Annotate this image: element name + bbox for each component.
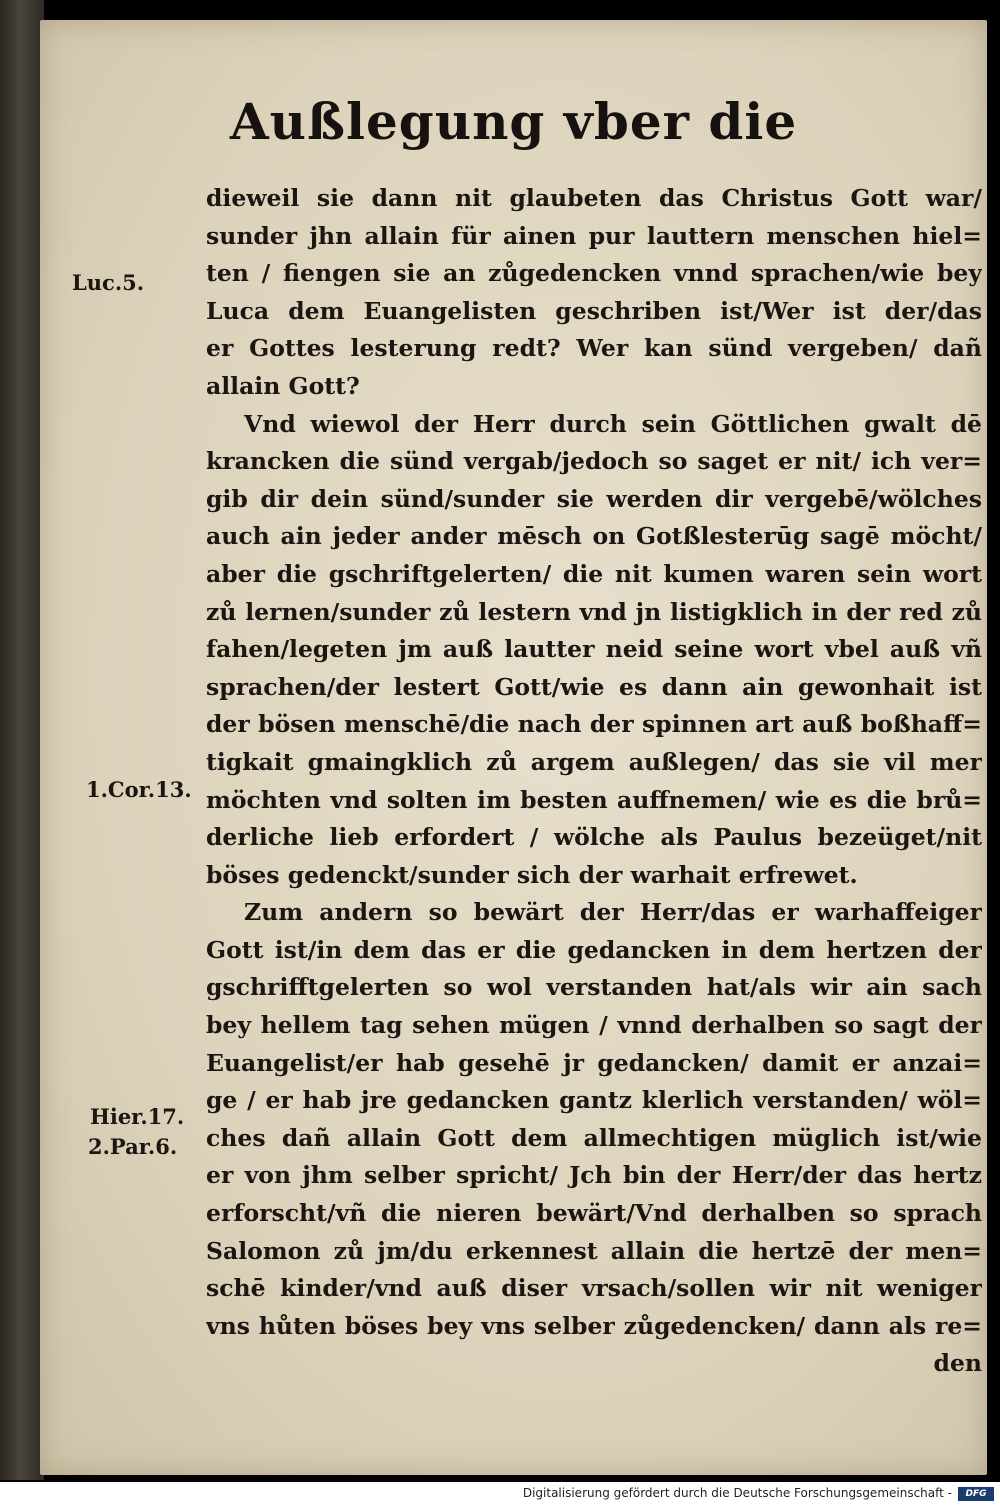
text-line: Luca dem Euangelisten geschriben ist/Wer ist der/das [206, 296, 982, 325]
funding-credit: Digitalisierung gefördert durch die Deutsche Forschungsgemeinschaft - [522, 1486, 952, 1500]
book-page [40, 20, 987, 1475]
text-line: möchten vnd solten im besten auffnemen/ wie es die brů= [206, 785, 982, 814]
text-line: ge / er hab jre gedancken gantz klerlich verstanden/ wöl= [206, 1086, 982, 1115]
text-line: derliche lieb erfordert / wölche als Paulus bezeüget/nit [206, 823, 982, 852]
running-heading: Außlegung vber die [229, 92, 798, 151]
text-line: böses gedenckt/sunder sich der warhait erfrewet. [206, 860, 858, 889]
text-line: krancken die sünd vergab/jedoch so saget er nit/ ich ver= [206, 447, 982, 476]
text-line: der bösen menschē/die nach der spinnen art auß boßhaff= [206, 710, 982, 739]
text-line: Gott ist/in dem das er die gedancken in dem hertzen der [206, 935, 982, 964]
text-line: ten / fiengen sie an zůgedencken vnnd sprachen/wie bey [206, 259, 982, 288]
text-line: ches dañ allain Gott dem allmechtigen müglich ist/wie [206, 1123, 982, 1152]
text-line: auch ain jeder ander mēsch on Gotßlesterūg sagē möcht/ [206, 522, 982, 551]
text-line: erforscht/vñ die nieren bewärt/Vnd derhalben so sprach [206, 1199, 982, 1228]
text-line: gschrifftgelerten so wol verstanden hat/als wir ain sach [206, 973, 982, 1002]
text-line: sunder jhn allain für ainen pur lauttern menschen hiel= [206, 221, 982, 250]
marginal-note: Hier.17. [90, 1104, 185, 1129]
catchword: den [933, 1349, 982, 1378]
body-text [206, 180, 982, 1383]
text-line: gib dir dein sünd/sunder sie werden dir vergebē/wölches [206, 484, 982, 513]
facing-page-edge [0, 0, 44, 1480]
text-line: er Gottes lesterung redt? Wer kan sünd vergeben/ dañ [206, 334, 982, 363]
text-line: Salomon zů jm/du erkennest allain die hertzē der men= [206, 1236, 982, 1265]
dfg-logo-icon: DFG [958, 1487, 994, 1501]
text-line: bey hellem tag sehen mügen / vnnd derhalben so sagt der [206, 1011, 982, 1040]
text-line: allain Gott? [206, 371, 360, 400]
text-line: Euangelist/er hab gesehē jr gedancken/ damit er anzai= [206, 1048, 982, 1077]
text-line: tigkait gmaingklich zů argem außlegen/ das sie vil mer [206, 747, 982, 776]
text-line: vns hůten böses bey vns selber zůgedencken/ dann als re= [206, 1311, 982, 1340]
text-line: zů lernen/sunder zů lestern vnd jn listigklich in der red zů [206, 597, 982, 626]
text-line: sprachen/der lestert Gott/wie es dann ain gewonhait ist [206, 672, 982, 701]
marginal-note: 2.Par.6. [88, 1134, 178, 1159]
text-line: aber die gschriftgelerten/ die nit kumen waren sein wort [206, 559, 982, 588]
text-line: dieweil sie dann nit glaubeten das Christus Gott war/ [206, 184, 982, 212]
marginal-note: Luc.5. [72, 270, 145, 295]
text-line: Vnd wiewol der Herr durch sein Göttlichen gwalt dē [244, 409, 982, 438]
text-line: er von jhm selber spricht/ Jch bin der Herr/der das hertz [206, 1161, 982, 1190]
marginal-note: 1.Cor.13. [86, 777, 192, 802]
text-line: fahen/legeten jm auß lautter neid seine wort vbel auß vñ [206, 635, 982, 664]
text-line: Zum andern so bewärt der Herr/das er warhaffeiger [244, 898, 982, 927]
text-line: schē kinder/vnd auß diser vrsach/sollen wir nit weniger [206, 1274, 982, 1303]
digitization-footer [0, 1482, 1000, 1507]
